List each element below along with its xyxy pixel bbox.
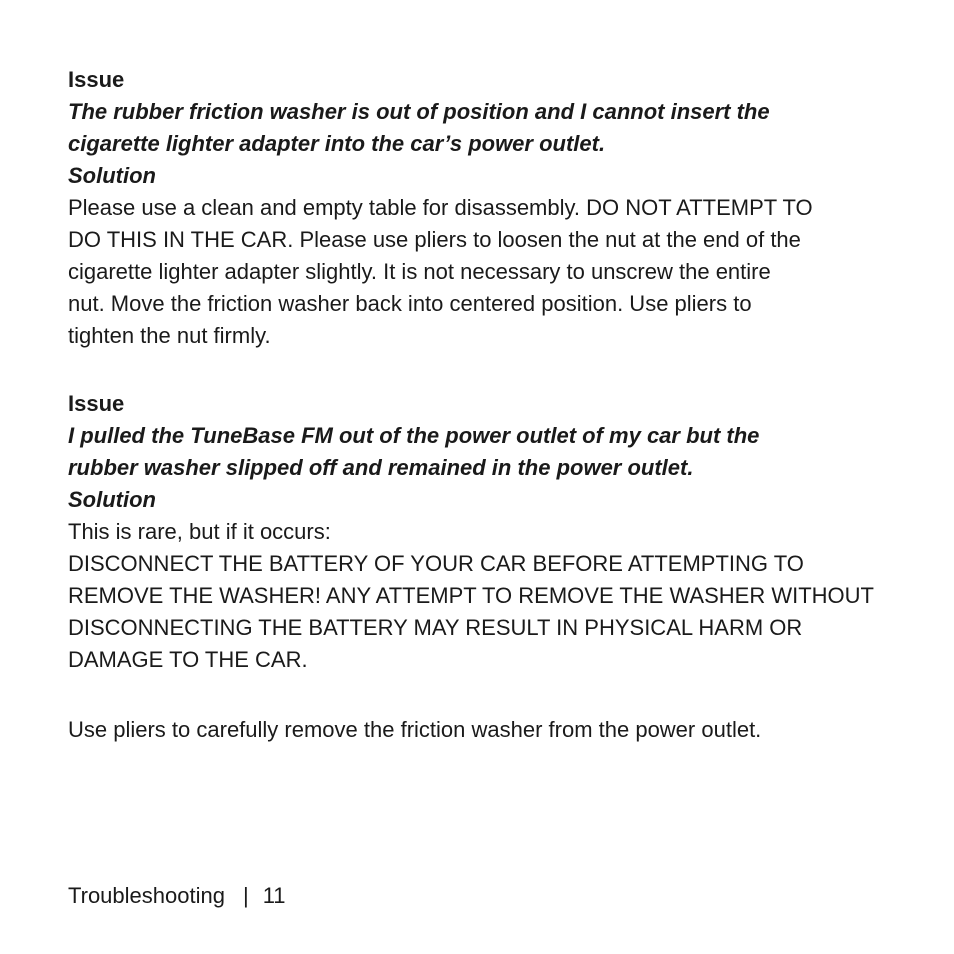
- page-number: 11: [262, 883, 286, 908]
- page-footer: [68, 881, 286, 911]
- solution-text-line: DO THIS IN THE CAR. Please use pliers to loosen the nut at the end of the: [68, 227, 801, 252]
- footer-separator: |: [242, 883, 249, 908]
- solution-text-line: Please use a clean and empty table for disassembly. DO NOT ATTEMPT TO: [68, 195, 813, 220]
- issue-question-line: The rubber friction washer is out of position and I cannot insert the: [68, 99, 770, 124]
- issue-question-line: I pulled the TuneBase FM out of the power outlet of my car but the: [68, 423, 760, 448]
- footer-section-title: Troubleshooting: [68, 883, 225, 908]
- document-page: [68, 64, 898, 746]
- solution-text-line: tighten the nut firmly.: [68, 323, 271, 348]
- solution-label: Solution: [68, 163, 156, 188]
- issue-label: Issue: [68, 391, 125, 416]
- warning-text-line: DISCONNECTING THE BATTERY MAY RESULT IN PHYSICAL HARM OR: [68, 615, 803, 640]
- section-spacer: [68, 352, 898, 388]
- paragraph-spacer: [68, 676, 898, 714]
- issue-question-line: rubber washer slipped off and remained in the power outlet.: [68, 455, 694, 480]
- warning-text-line: DISCONNECT THE BATTERY OF YOUR CAR BEFORE ATTEMPTING TO: [68, 551, 804, 576]
- warning-text-line: REMOVE THE WASHER! ANY ATTEMPT TO REMOVE THE WASHER WITHOUT: [68, 583, 874, 608]
- issue-section-1: [68, 64, 898, 352]
- solution-label: Solution: [68, 487, 156, 512]
- issue-label: Issue: [68, 67, 125, 92]
- solution-text-line: This is rare, but if it occurs:: [68, 519, 331, 544]
- solution-final-line: Use pliers to carefully remove the friction washer from the power outlet.: [68, 717, 762, 742]
- solution-text-line: nut. Move the friction washer back into centered position. Use pliers to: [68, 291, 752, 316]
- solution-text-line: cigarette lighter adapter slightly. It is not necessary to unscrew the entire: [68, 259, 771, 284]
- issue-section-2: [68, 388, 898, 746]
- warning-text-line: DAMAGE TO THE CAR.: [68, 647, 308, 672]
- issue-question-line: cigarette lighter adapter into the car’s power outlet.: [68, 131, 606, 156]
